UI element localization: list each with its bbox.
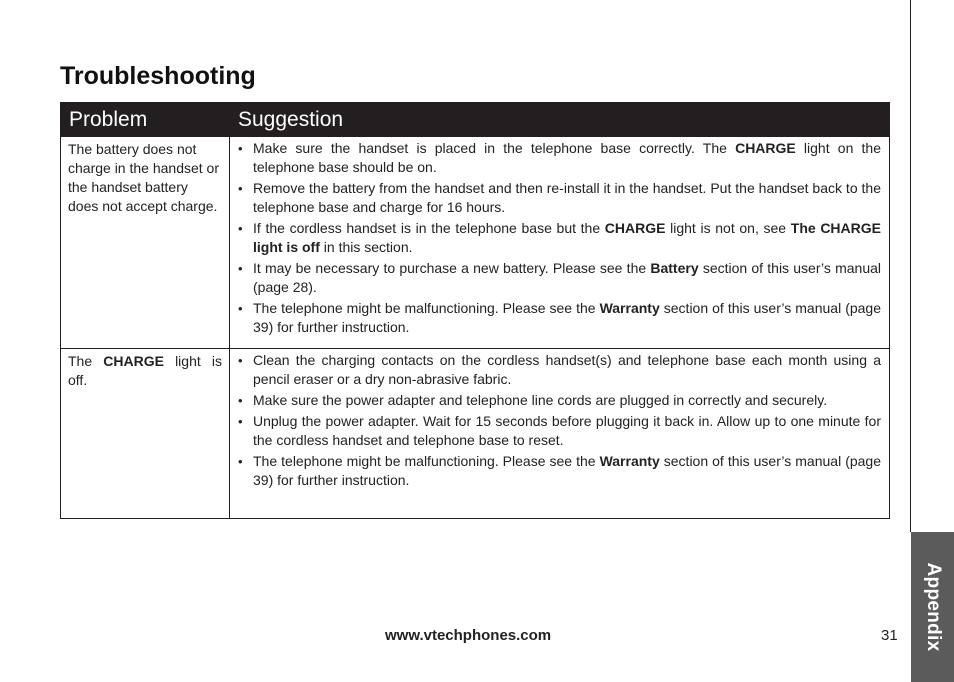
text-run: Remove the battery from the handset and then re-install it in the handset. Put the handset back to the telephone base and charge for 16 hours. [253,180,881,215]
suggestion-item [237,179,881,217]
footer-url: www.vtechphones.com [385,627,552,644]
problem-text [68,353,222,388]
bold-term: Warranty [599,453,660,469]
troubleshooting-table [60,102,890,519]
header-problem: Problem [61,103,230,137]
text-run: light on the telephone base should be on. [253,140,881,175]
table-row [61,137,890,349]
suggestion-item [237,452,881,490]
suggestion-item [237,391,881,410]
text-run: section of this user’s manual (page 39) for further instruction. [253,453,881,488]
suggestion-cell [230,349,890,519]
bold-term: Warranty [599,300,660,316]
bold-term: The CHARGE light is off [253,220,881,255]
text-run: Make sure the handset is placed in the telephone base correctly. The [253,140,736,156]
problem-cell [61,137,230,349]
table-header-row [61,103,890,137]
bold-term: CHARGE [604,220,666,236]
text-run: It may be necessary to purchase a new battery. Please see the [253,260,651,276]
suggestion-item [237,412,881,450]
appendix-side-tab [911,532,954,682]
text-run: The telephone might be malfunctioning. Please see the [253,300,600,316]
suggestion-item [237,259,881,297]
text-run: If the cordless handset is in the telephone base but the [253,220,605,236]
side-divider-line [910,0,911,532]
text-run: section of this user’s manual (page 28). [253,260,882,295]
page-number: 31 [881,627,898,644]
appendix-tab-label: Appendix [922,562,944,652]
text-run: Clean the charging contacts on the cordless handset(s) and telephone base each month using a pencil eraser or a dry non-abrasive fabric. [253,352,881,387]
suggestion-cell [230,137,890,349]
suggestion-list [237,139,881,337]
suggestion-item [237,351,881,389]
table-row [61,349,890,519]
text-run: in this section. [319,239,413,255]
problem-cell [61,349,230,519]
bold-term: CHARGE [735,140,796,156]
header-suggestion: Suggestion [230,103,890,137]
suggestion-item [237,219,881,257]
suggestion-list [237,351,881,490]
text-run: light is off. [68,353,222,388]
text-run: Unplug the power adapter. Wait for 15 seconds before plugging it back in. Allow up to one minute for the cordless handset and telephone base to reset. [253,413,881,448]
suggestion-item [237,139,881,177]
text-run: light is not on, see [665,220,791,236]
problem-text: The battery does not charge in the handset or the handset battery does not accept charge. [68,141,219,214]
suggestion-item [237,299,881,337]
bold-term: CHARGE [103,353,164,369]
page-title: Troubleshooting [60,62,256,90]
text-run: The telephone might be malfunctioning. Please see the [253,453,600,469]
text-run: Make sure the power adapter and telephone line cords are plugged in correctly and securely. [253,392,828,408]
text-run: The [68,353,104,369]
bold-term: Battery [650,260,699,276]
text-run: section of this user’s manual (page 39) for further instruction. [253,300,881,335]
